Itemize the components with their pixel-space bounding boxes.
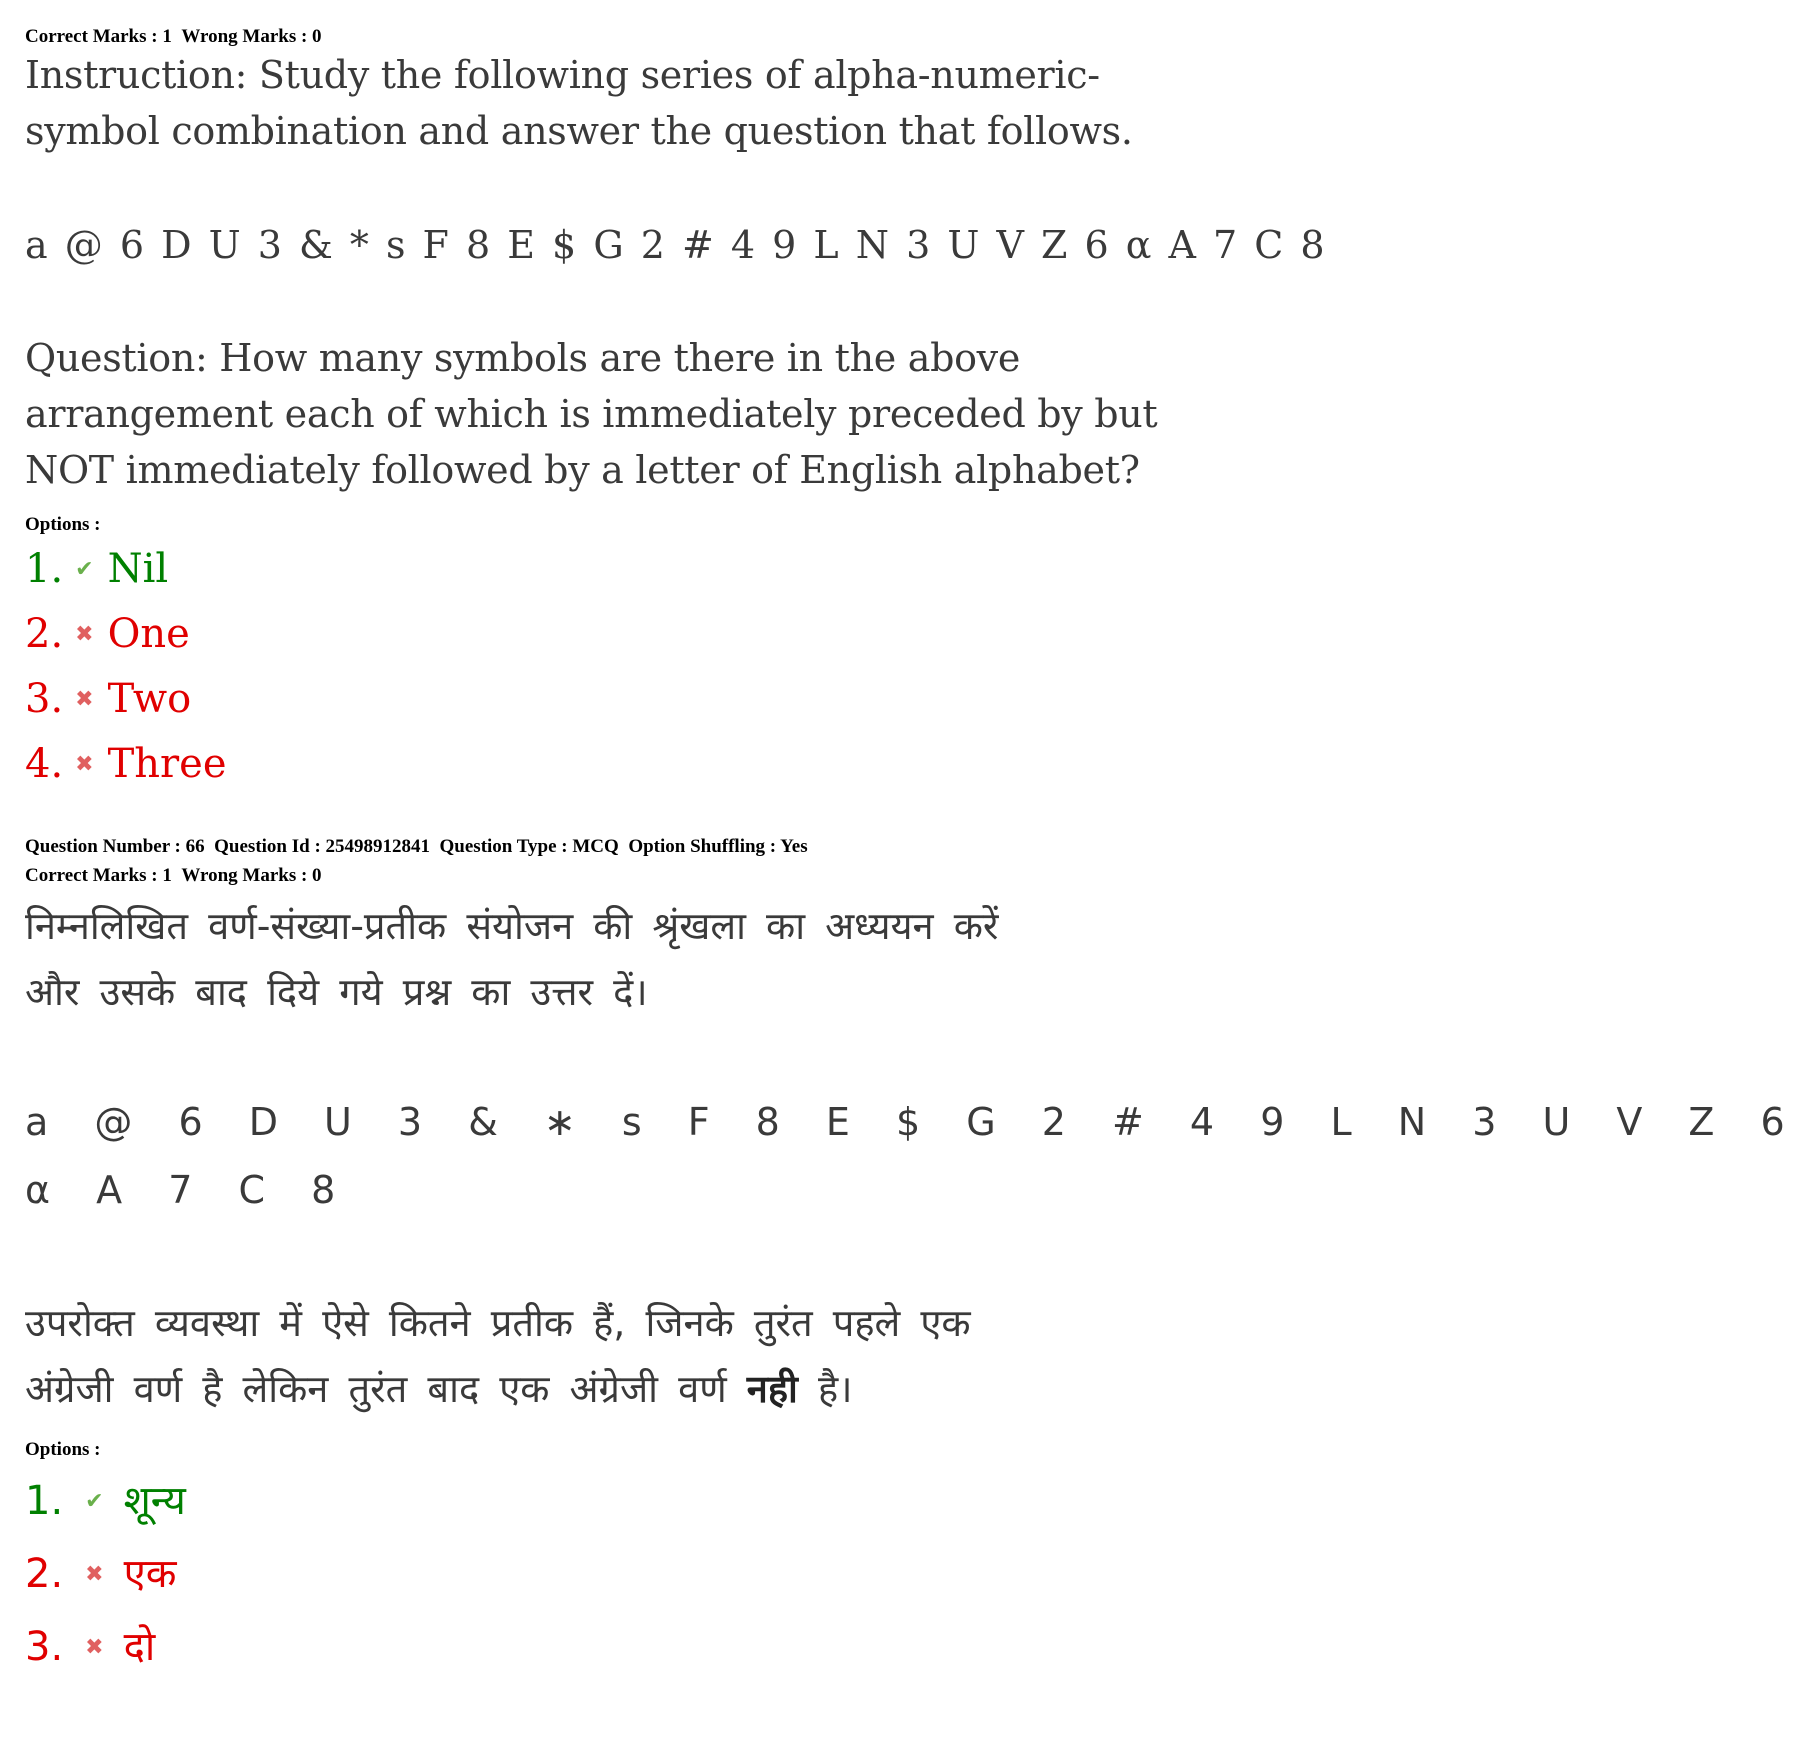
correct-marks: Correct Marks : 1 [25, 26, 172, 47]
options-list [25, 1465, 186, 1684]
series-line: α A 7 C 8 [25, 1168, 352, 1212]
cross-icon: ✖ [85, 1635, 104, 1660]
option-text: Nil [107, 546, 169, 592]
instruction-line: Instruction: Study the following series of alpha-numeric- [25, 53, 1100, 97]
option-number: 2. [25, 1551, 64, 1597]
cross-icon: ✖ [75, 687, 94, 712]
options-label: Options : [25, 514, 101, 535]
wrong-marks: Wrong Marks : 0 [181, 26, 322, 47]
option-item[interactable] [25, 732, 227, 797]
instruction-line: निम्नलिखित वर्ण-संख्या-प्रतीक संयोजन की श्रृंखला का अध्ययन करें [25, 904, 999, 948]
option-text: One [107, 611, 190, 657]
option-item[interactable] [25, 602, 227, 667]
marks-line [25, 861, 322, 890]
cross-icon: ✖ [75, 622, 94, 647]
emphasis-text: नही [746, 1367, 798, 1411]
option-number: 3. [25, 1624, 64, 1670]
option-text: दो [123, 1624, 156, 1670]
option-item[interactable] [25, 537, 227, 602]
option-shuffling: Option Shuffling : Yes [628, 836, 808, 857]
option-item[interactable] [25, 1538, 186, 1611]
question-line: NOT immediately followed by a letter of English alphabet? [25, 448, 1140, 492]
cross-icon: ✖ [85, 1562, 104, 1587]
question-fragment: है। [818, 1367, 853, 1411]
option-item[interactable] [25, 667, 227, 732]
check-icon: ✔ [85, 1489, 104, 1514]
question-fragment: अंग्रेजी वर्ण है लेकिन तुरंत बाद एक अंग्रेजी वर्ण [25, 1367, 727, 1411]
series-line: a @ 6 D U 3 & ∗ s F 8 E $ G 2 # 4 9 L N 3 U V Z 6 [25, 1100, 1801, 1144]
option-number: 1. [25, 546, 64, 592]
option-number: 2. [25, 611, 64, 657]
question-type: Question Type : MCQ [439, 836, 619, 857]
instruction-text [25, 47, 1133, 159]
option-text: शून्य [123, 1478, 186, 1524]
question-id: Question Id : 25498912841 [214, 836, 431, 857]
wrong-marks: Wrong Marks : 0 [181, 865, 322, 886]
symbol-series [25, 1088, 1801, 1224]
instruction-text [25, 893, 998, 1025]
check-icon: ✔ [75, 557, 94, 582]
option-text: Two [107, 676, 192, 722]
option-number: 1. [25, 1478, 64, 1524]
option-text: एक [123, 1551, 177, 1597]
cross-icon: ✖ [75, 752, 94, 777]
question-line: उपरोक्त व्यवस्था में ऐसे कितने प्रतीक हैं, जिनके तुरंत पहले एक [25, 1301, 971, 1345]
question-line: arrangement each of which is immediately preceded by but [25, 392, 1158, 436]
option-text: Three [107, 741, 227, 787]
symbol-series: a @ 6 D U 3 & * s F 8 E $ G 2 # 4 9 L N 3 U V Z 6 α A 7 C 8 [25, 223, 1326, 267]
options-label: Options : [25, 1439, 101, 1460]
option-item[interactable] [25, 1611, 186, 1684]
question-text [25, 1290, 971, 1422]
options-list [25, 537, 227, 797]
question-header [25, 832, 808, 861]
instruction-line: और उसके बाद दिये गये प्रश्न का उत्तर दें। [25, 970, 648, 1014]
option-number: 4. [25, 741, 64, 787]
option-number: 3. [25, 676, 64, 722]
question-text [25, 330, 1157, 498]
instruction-line: symbol combination and answer the question that follows. [25, 109, 1133, 153]
question-number: Question Number : 66 [25, 836, 205, 857]
option-item[interactable] [25, 1465, 186, 1538]
correct-marks: Correct Marks : 1 [25, 865, 172, 886]
question-line [25, 1356, 971, 1422]
question-line: Question: How many symbols are there in the above [25, 336, 1021, 380]
